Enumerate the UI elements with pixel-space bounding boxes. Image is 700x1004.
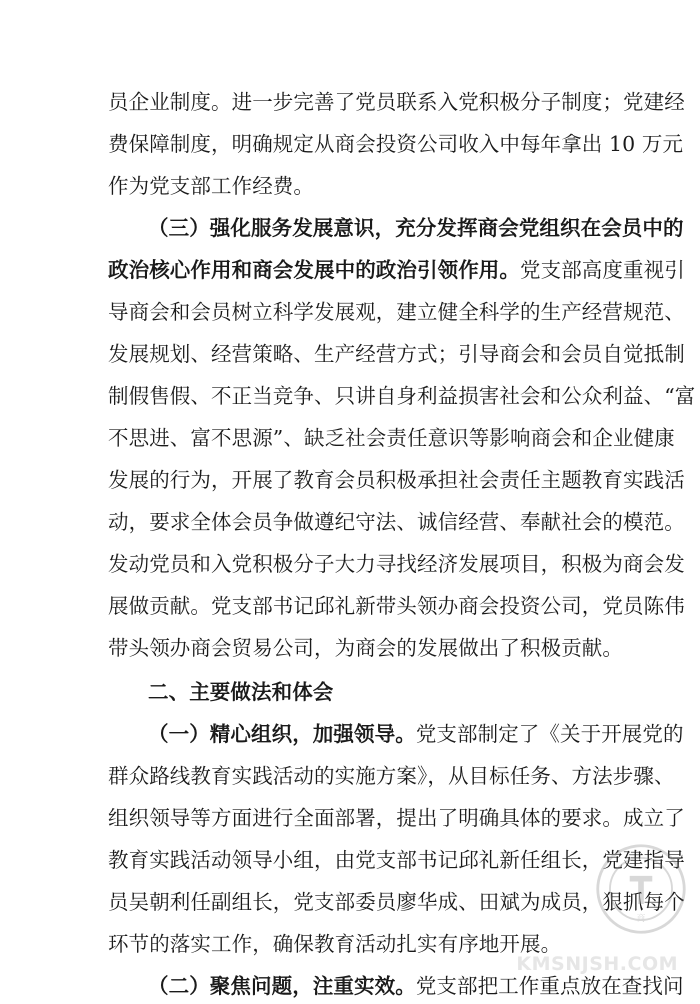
body-line: 组织领导等方面进行全面部署，提出了明确具体的要求。成立了: [108, 806, 685, 830]
body-line: 费保障制度，明确规定从商会投资公司收入中每年拿出 10 万元: [108, 132, 684, 156]
body-line: 动，要求全体会员争做遵纪守法、诚信经营、奉献社会的模范。: [108, 510, 685, 534]
body-line: 展做贡献。党支部书记邱礼新带头领办商会投资公司，党员陈伟: [108, 594, 685, 618]
bold-run: （二）聚焦问题，注重实效。: [148, 974, 416, 998]
body-line: 制假售假、不正当竞争、只讲自身利益损害社会和公众利益、“富: [108, 384, 696, 408]
text-run: 党支部高度重视引: [520, 258, 685, 282]
bold-run: 政治核心作用和商会发展中的政治引领作用。: [108, 258, 520, 282]
body-line: 群众路线教育实践活动的实施方案》，从目标任务、方法步骤、: [108, 764, 675, 788]
body-line: 导商会和会员树立科学发展观，建立健全科学的生产经营规范、: [108, 300, 685, 324]
body-line: 发动党员和入党积极分子大力寻找经济发展项目，积极为商会发: [108, 552, 685, 576]
body-line: 员吴朝利任副组长，党支部委员廖华成、田斌为成员，狠抓每个: [108, 890, 685, 914]
site-watermark: KMSNJSH.COM: [516, 953, 678, 975]
body-line: 发展的行为，开展了教育会员积极承担社会责任主题教育实践活: [108, 468, 685, 492]
body-line: 带头领办商会贸易公司，为商会的发展做出了积极贡献。: [108, 636, 623, 660]
section-subheading-1: [148, 716, 684, 752]
body-line: 发展规划、经营策略、生产经营方式；引导商会和会员自觉抵制: [108, 342, 685, 366]
section-subheading-3: [148, 210, 684, 246]
bold-run: （三）强化服务发展意识，充分发挥商会党组织在会员中的: [148, 216, 684, 240]
bold-run: （一）精心组织，加强领导。: [148, 722, 416, 746]
body-line: 不思进、富不思源”、缺乏社会责任意识等影响商会和企业健康: [108, 426, 675, 450]
text-run: 党支部把工作重点放在查找问: [415, 974, 684, 998]
text-run: 党支部制定了《关于开展党的: [415, 722, 684, 746]
association-seal-icon: [594, 842, 688, 936]
body-line: 环节的落实工作，确保教育活动扎实有序地开展。: [108, 932, 562, 956]
seal-text: 商: [636, 912, 646, 923]
body-line: 员企业制度。进一步完善了党员联系入党积极分子制度；党建经: [108, 90, 685, 114]
section-heading: 二、主要做法和体会: [148, 680, 334, 704]
body-line: [108, 252, 685, 288]
body-line: 作为党支部工作经费。: [108, 174, 314, 198]
body-line: 教育实践活动领导小组，由党支部书记邱礼新任组长，党建指导: [108, 848, 685, 872]
